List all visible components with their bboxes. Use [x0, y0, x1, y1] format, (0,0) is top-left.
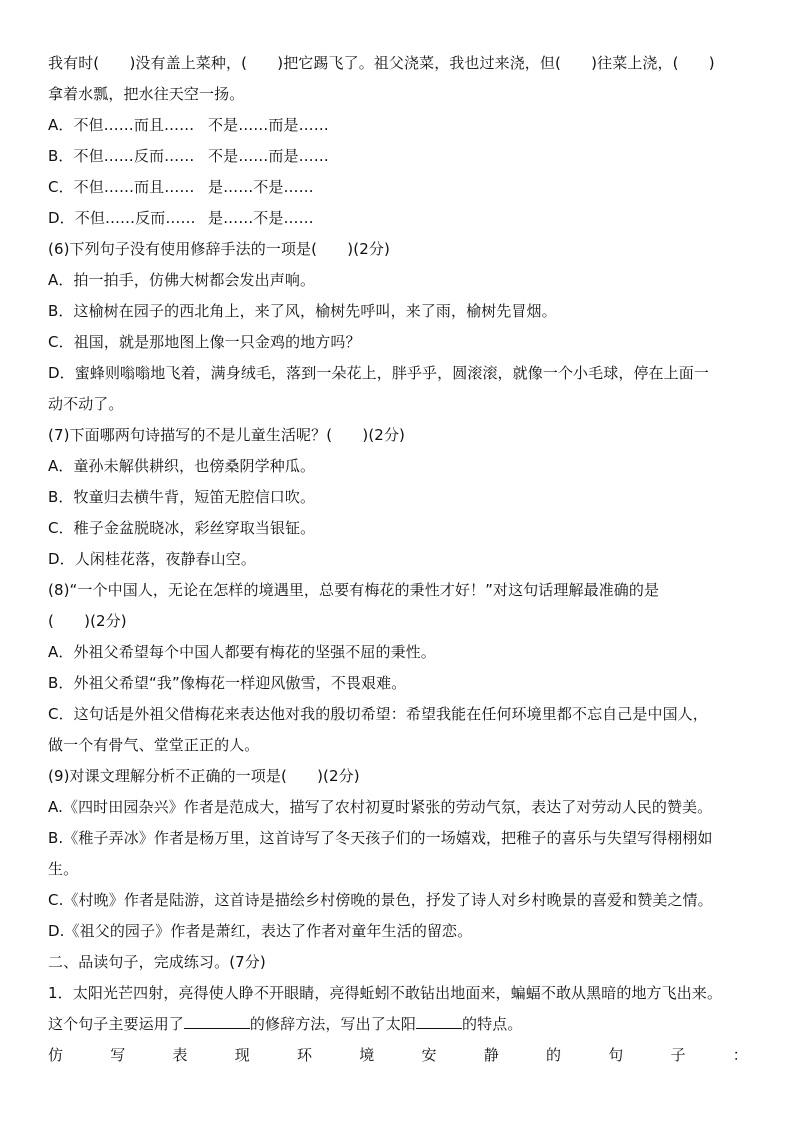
- imitate-char: 句: [608, 1046, 624, 1064]
- s2-q1-text-1: 这个句子主要运用了: [48, 1015, 184, 1033]
- q6-option-c: C．祖国，就是那地图上像一只金鸡的地方吗？: [48, 333, 361, 351]
- option-right: 不是……而是……: [208, 116, 329, 134]
- q8-option-b: B．外祖父希望“我”像梅花一样迎风傲雪，不畏艰难。: [48, 674, 407, 692]
- q6-stem: (6)下列句子没有使用修辞手法的一项是( )(2分): [48, 240, 390, 258]
- q9-option-c: C.《村晚》作者是陆游，这首诗是描绘乡村傍晚的景色，抒发了诗人对乡村晚景的喜爱和赞美之情。: [48, 891, 713, 909]
- worksheet-page: [48, 48, 748, 1071]
- q5-option-d: [48, 203, 748, 234]
- q8-stem-line-1: (8)“一个中国人，无论在怎样的境遇里，总要有梅花的秉性才好！”对这句话理解最准确的是: [48, 581, 660, 599]
- imitate-char: ：: [732, 1046, 748, 1064]
- imitate-char: 现: [234, 1046, 250, 1064]
- imitate-char: 的: [546, 1046, 562, 1064]
- imitate-char: 安: [421, 1046, 437, 1064]
- q8-option-c-line-2: 做一个有骨气、堂堂正正的人。: [48, 736, 260, 754]
- imitate-char: 境: [359, 1046, 375, 1064]
- option-left: B．不但……反而……: [48, 147, 195, 165]
- option-left: A．不但……而且……: [48, 116, 195, 134]
- q6-option-a: A．拍一拍手，仿佛大树都会发出声响。: [48, 271, 316, 289]
- q5-option-c: [48, 172, 748, 203]
- q9-option-b-line-2: 生。: [48, 860, 79, 878]
- s2-q1-text-2: 的修辞方法，写出了太阳: [249, 1015, 417, 1033]
- imitate-char: 环: [297, 1046, 313, 1064]
- s2-q1-line-2: [48, 1009, 748, 1040]
- q9-option-b-line-1: B.《稚子弄冰》作者是杨万里，这首诗写了冬天孩子们的一场嬉戏，把稚子的喜乐与失望写得栩栩如: [48, 829, 713, 847]
- section-2-title: 二、品读句子，完成练习。(7分): [48, 953, 266, 971]
- q7-option-d: D．人闲桂花落，夜静春山空。: [48, 550, 256, 568]
- q5-line-1: 我有时( )没有盖上菜种，( )把它踢飞了。祖父浇菜，我也过来浇，但( )往菜上浇，( ): [48, 54, 715, 72]
- option-right: 是……不是……: [208, 209, 314, 227]
- q8-option-a: A．外祖父希望每个中国人都要有梅花的坚强不屈的秉性。: [48, 643, 436, 661]
- q8-option-c-line-1: C．这句话是外祖父借梅花来表达他对我的殷切希望：希望我能在任何环境里都不忘自己是中国人，: [48, 705, 708, 723]
- imitate-char: 表: [172, 1046, 188, 1064]
- q6-option-d-line-1: D．蜜蜂则嗡嗡地飞着，满身绒毛，落到一朵花上，胖乎乎，圆滚滚，就像一个小毛球，停在上面一: [48, 364, 709, 382]
- q6-option-d-line-2: 动不动了。: [48, 395, 124, 413]
- q9-option-a: A.《四时田园杂兴》作者是范成大，描写了农村初夏时紧张的劳动气氛，表达了对劳动人民的赞美。: [48, 798, 713, 816]
- imitate-instruction: [48, 1040, 748, 1071]
- q7-option-b: B．牧童归去横牛背，短笛无腔信口吹。: [48, 488, 316, 506]
- q9-stem: (9)对课文理解分析不正确的一项是( )(2分): [48, 767, 360, 785]
- option-right: 不是……而是……: [208, 147, 329, 165]
- q6-option-b: B．这榆树在园子的西北角上，来了风，榆树先呼叫，来了雨，榆树先冒烟。: [48, 302, 557, 320]
- answer-blank-feature[interactable]: [416, 1011, 462, 1029]
- s2-q1-line-1: 1．太阳光芒四射，亮得使人睁不开眼睛，亮得蚯蚓不敢钻出地面来，蝙蝠不敢从黑暗的地方飞出来。: [48, 984, 723, 1002]
- q9-option-d: D.《祖父的园子》作者是萧红，表达了作者对童年生活的留恋。: [48, 922, 473, 940]
- q7-option-c: C．稚子金盆脱晓冰，彩丝穿取当银钲。: [48, 519, 316, 537]
- imitate-char: 静: [483, 1046, 499, 1064]
- imitate-char: 仿: [48, 1046, 64, 1064]
- s2-q1-text-3: 的特点。: [462, 1015, 523, 1033]
- q7-stem: (7)下面哪两句诗描写的不是儿童生活呢？( )(2分): [48, 426, 406, 444]
- option-left: D．不但……反而……: [48, 209, 196, 227]
- q5-option-b: [48, 141, 748, 172]
- imitate-char: 子: [670, 1046, 686, 1064]
- q8-stem-line-2: ( )(2分): [48, 612, 127, 630]
- q5-option-a: [48, 110, 748, 141]
- answer-blank-rhetoric[interactable]: [184, 1011, 250, 1029]
- q5-line-2: 拿着水瓢，把水往天空一扬。: [48, 85, 245, 103]
- option-right: 是……不是……: [208, 178, 314, 196]
- q7-option-a: A．童孙未解供耕织，也傍桑阴学种瓜。: [48, 457, 316, 475]
- option-left: C．不但……而且……: [48, 178, 195, 196]
- imitate-char: 写: [110, 1046, 126, 1064]
